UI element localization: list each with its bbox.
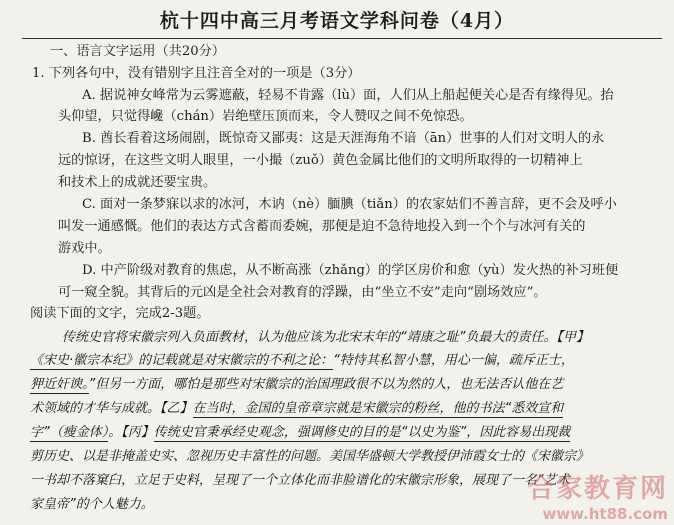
passage-line4-start: 术领域的才华与成就。【乙】: [30, 401, 193, 416]
passage-line2: [30, 351, 574, 371]
section-heading: 一、语言文字运用（共20分）: [50, 44, 226, 59]
site-watermark: [528, 468, 668, 523]
passage-line5: [30, 423, 570, 443]
passage-line4: [30, 399, 563, 419]
passage-line7: 一书却不落窠臼，立足于史料，呈现了一个立体化而非脸谱化的宋徽宗形象，展现了一名“艺术: [30, 473, 570, 488]
option-c-line2: 叫发一通感慨。他们的表达方式含蓄而委婉，那便是迫不急待地投入到一个个与冰河有关的: [58, 219, 586, 234]
page-title: 杭十四中高三月考语文学科问卷（4月）: [159, 10, 515, 32]
option-c-line1: C. 面对一条梦寐以求的冰河，木讷（nè）腼腆（tiǎn）的农家姑们不善言辞，更不会及呼小: [82, 197, 617, 212]
passage-line5-underlined-b: 传统史官秉承经史观念，强调修史的目的是“以史为鉴”，因此容易出现裁: [153, 425, 571, 440]
passage-line3-underlined: 狎近奸谀。: [30, 377, 89, 392]
option-b-line1: B. 酋长看着这场闹剧，既惊奇又鄙夷：这是天涯海角不谙（ān）世事的人们对文明人的永: [82, 131, 605, 146]
passage-line1: 传统史官将宋徽宗列入负面教材，认为他应该为北宋末年的“靖康之耻”负最大的责任。【甲】: [62, 330, 589, 345]
option-c-line3: 游戏中。: [58, 241, 111, 256]
passage-line4-underlined: 在当时，金国的皇帝章宗就是宋徽宗的粉丝，他的书法“悉效宣和: [192, 401, 564, 416]
option-a-line2: 头仰望，只觉得巉（chán）岩绝壁压顶而来，令人赞叹之间不免惊恐。: [58, 109, 473, 124]
option-d-line1: D. 中产阶级对教育的焦虑，从不断高涨（zhǎng）的学区房价和愈（yù）发火热的补习班便: [82, 263, 619, 278]
watermark-url: www.ht88.com: [542, 505, 668, 523]
option-b-line2: 远的惊讶，在这些文明人眼里，一小撮（zuǒ）黄色金属比他们的文明所取得的一切精神上: [58, 153, 583, 168]
passage-line6: 剪历史、以是非掩盖史实、忽视历史丰富性的问题。美国华盛顿大学教授伊沛霞女士的《宋徽宗》: [30, 449, 590, 464]
option-b-line3: 和技术上的成就还要宝贵。: [58, 175, 217, 190]
passage-line8: 家皇帝”的个人魅力。: [30, 497, 154, 512]
option-a-line1: A. 据说神女峰常为云雾遮蔽，轻易不肯露（lù）面，人们从上船起便关心是否有缘得见。抬: [82, 88, 614, 103]
passage-line5-marker: 。【丙】: [108, 425, 154, 440]
passage-line2-rest: “特恃其私智小慧，用心一偏，疏斥正士，: [333, 353, 574, 368]
passage-line3-rest: ”但另一方面，哪怕是那些对宋徽宗的治国理政很不以为然的人，也无法否认他在艺: [88, 377, 564, 392]
watermark-logo: 合家教育网: [527, 474, 668, 504]
passage-line2-underlined: 《宋史·徽宗本纪》的记载就是对宋徽宗的不利之论：: [30, 353, 334, 368]
passage-line3: [30, 375, 563, 395]
title-divider: [22, 38, 662, 39]
option-d-line2: 可一窥全貌。其背后的元凶是全社会对教育的浮躁，由“坐立不安”走向“剧场效应”。: [58, 285, 547, 300]
question1-stem: 1. 下列各句中，没有错别字且注音全对的一项是（3分）: [32, 66, 361, 81]
reading-prompt: 阅读下面的文字，完成2-3题。: [30, 306, 210, 321]
passage-line5-underlined-a: 字”（瘦金体）: [30, 425, 109, 440]
